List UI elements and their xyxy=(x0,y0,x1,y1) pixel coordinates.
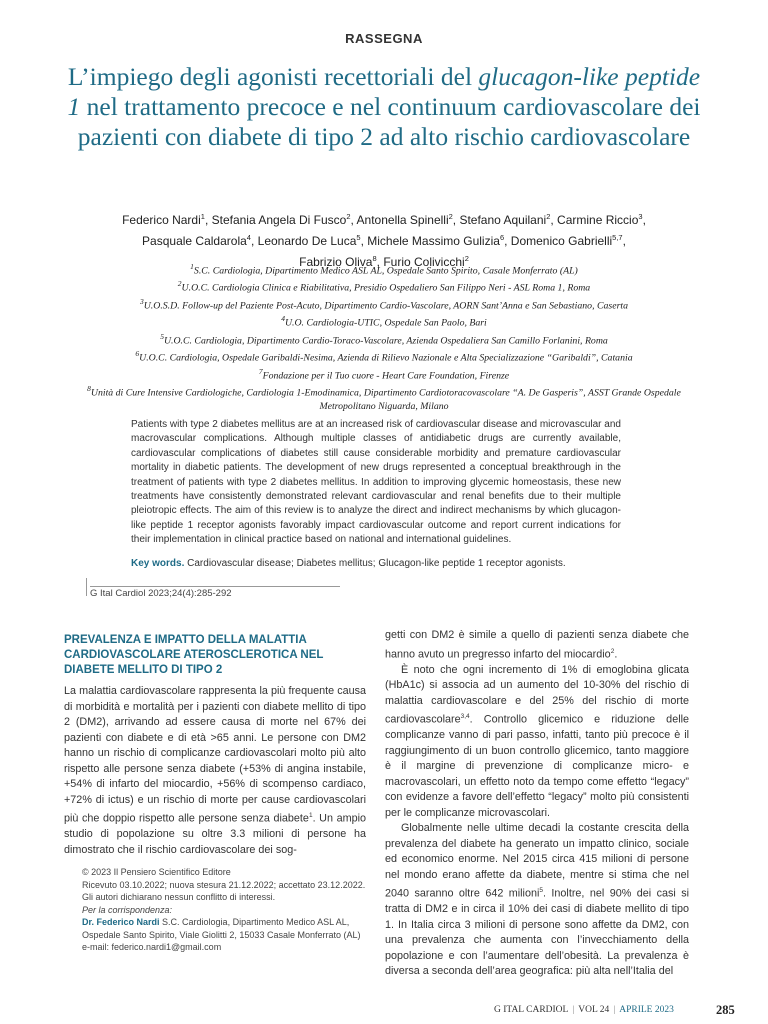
citation: G Ital Cardiol 2023;24(4):285-292 xyxy=(90,586,340,599)
citation-rule xyxy=(86,578,87,596)
copyright: © 2023 Il Pensiero Scientifico Editore xyxy=(82,867,231,877)
author: Furio Colivicchi$^2$ xyxy=(383,254,469,269)
correspondence-address: S.C. Cardiologia, Dipartimento Medico ASL AL, Ospedale Santo Spirito, Viale Giolitti 2, 15033 Casale Monferrato (AL) xyxy=(82,917,361,940)
footer-volume: VOL 24 xyxy=(578,1005,610,1015)
footer-date: APRILE 2023 xyxy=(619,1005,674,1015)
received-dates: Ricevuto 03.10.2022; nuova stesura 21.12.2022; accettato 23.12.2022. xyxy=(82,879,366,890)
footer-separator: | xyxy=(613,1005,616,1015)
affiliation: $^1$S.C. Cardiologia, Dipartimento Medico ASL AL, Ospedale Santo Spirito, Casale Monferrato (AL) xyxy=(190,262,578,277)
affiliation-list xyxy=(60,260,708,413)
title-italic: glucagon-like peptide 1 xyxy=(67,62,701,121)
affiliation: $^3$U.O.S.D. Follow-up del Paziente Post-Acuto, Dipartimento Cardio-Vascolare, AORN Sant’Anna e San Sebastiano, Caserta xyxy=(139,296,629,312)
affiliation: $^2$U.O.C. Cardiologia Clinica e Riabilitativa, Presidio Ospedaliero San Filippo Neri - ASL Roma 1, Roma xyxy=(177,279,591,294)
footer-separator: | xyxy=(572,1005,575,1015)
author: Leonardo De Luca$^5$, xyxy=(257,233,368,248)
page-number: 285 xyxy=(716,1003,735,1017)
body-paragraph: È noto che ogni incremento di 1% di emoglobina glicata (HbA1c) si associa ad un aumento del 10-30% del rischio di malattia cardiovascolare e del 25% del rischio di morte cardiovascolare$^{3,4}$. Controllo glicemico e riduzione delle complicanze vanno di pari passo, infatti, tanto più precoce è il raggiungimento di un buon controllo glicemico, tanto maggiore è il margine di prevenzione di complicanze micro- e macrovascolari, un effetto noto da tempo come effetto “legacy” con evidenze a favore dell’effetto “legacy” molto più consistenti per le complicanze microvascolari. xyxy=(385,663,689,819)
correspondence-name: Dr. Federico Nardi xyxy=(82,917,160,927)
author: Fabrizio Oliva$^8$, xyxy=(299,254,384,269)
author: Domenico Gabrielli$^{5,7}$, xyxy=(510,233,626,248)
keywords-label: Key words. xyxy=(131,558,185,569)
body-paragraph: Globalmente nelle ultime decadi la costante crescita della prevalenza del diabete ha generato un impatto clinico, sociale ed economico enorme. Nel 2015 circa 415 milioni di persone nel mondo erano affette da diabete, mentre si stima che nel 2040 saranno oltre 642 milioni$^5$. Inoltre, nel 90% dei casi si tratta di DM2 e in circa il 10% dei casi di diabete mellito di tipo 1. In Italia circa 3 milioni di persone sono affette da DM2, con una prevalenza che aumenta con l’invecchiamento della popolazione e con l’aumentare dell’obesità. La prevalenza è diversa a seconda dell’area geografica: più alta nell’Italia del xyxy=(385,822,689,978)
author: Federico Nardi$^1$, xyxy=(122,212,212,227)
page-footer xyxy=(494,1005,738,1015)
body-paragraph: getti con DM2 è simile a quello di pazienti senza diabete che hanno avuto un pregresso infarto del miocardio$^2$. xyxy=(385,629,689,661)
author: Stefania Angela Di Fusco$^2$, xyxy=(211,212,357,227)
title-part-1: L’impiego degli agonisti recettoriali del xyxy=(67,62,479,91)
section-label: RASSEGNA xyxy=(345,31,423,46)
keywords-text: Cardiovascular disease; Diabetes mellitus; Glucagon-like peptide 1 receptor agonists. xyxy=(187,558,566,569)
right-column xyxy=(385,628,689,980)
affiliation: $^5$U.O.C. Cardiologia, Dipartimento Cardio-Toraco-Vascolare, Azienda Ospedaliera San Camillo Forlanini, Roma xyxy=(160,331,608,347)
correspondence xyxy=(82,916,366,941)
author: Pasquale Caldarola$^4$, xyxy=(142,233,258,248)
article-footnote xyxy=(82,866,366,954)
title-part-2: nel trattamento precoce e nel continuum cardiovascolare dei pazienti con diabete di tipo 2 ad alto rischio cardiovascolare xyxy=(77,92,701,151)
body-paragraph: La malattia cardiovascolare rappresenta la più frequente causa di morbidità e mortalità per i pazienti con diabete mellito di tipo 2 (DM2), arrivando ad essere causa di morte nel 67% dei pazienti con diabete e di età >65 anni. Le persone con DM2 hanno un rischio di complicanze cardiovascolari molto più alto rispetto alle persone senza diabete (+53% di angina instabile, +54% di infarto del miocardio, +56% di scompenso cardiaco, +72% di ictus) e un rischio di morte per cause cardiovascolari più che doppio rispetto alle persone senza diabete$^1$. Un ampio studio di popolazione su oltre 3.3 milioni di persone ha dimostrato che il rischio cardiovascolare dei sog- xyxy=(64,685,366,856)
author: Michele Massimo Gulizia$^6$, xyxy=(367,233,511,248)
correspondence-email[interactable]: e-mail: federico.nardi1@gmail.com xyxy=(82,942,222,952)
article-title xyxy=(60,62,708,152)
abstract: Patients with type 2 diabetes mellitus are at an increased risk of cardiovascular disease and microvascular and macrovascular complications. Although multiple classes of antidiabetic drugs are currently available, cardiovascular complications of diabetes still cause considerable morbidity and premature cardiovascular mortality in diabetic patients. The development of new drugs represented a conceptual breakthrough in the treatment of patients with type 2 diabetes mellitus. In addition to improving glycemic homeostasis, these new treatments have consistently demonstrated relevant cardiovascular and renal benefits due to their multiple pleiotropic effects. The aim of this review is to analyze the direct and indirect mechanisms by which glucagon-like peptide 1 receptor agonists favorably impact cardiovascular outcome and report current indications for their implementation in clinical practice based on national and international guidelines. xyxy=(131,419,621,546)
conflict-statement: Gli autori dichiarano nessun conflitto di interessi. xyxy=(82,892,276,902)
correspondence-label: Per la corrispondenza: xyxy=(82,904,173,915)
affiliation: $^4$U.O. Cardiologia-UTIC, Ospedale San Paolo, Bari xyxy=(281,314,487,329)
author: Stefano Aquilani$^2$, xyxy=(459,212,558,227)
author: Antonella Spinelli$^2$, xyxy=(356,212,460,227)
affiliation: $^7$Fondazione per il Tuo cuore - Heart Care Foundation, Firenze xyxy=(258,366,510,382)
affiliation: $^6$U.O.C. Cardiologia, Ospedale Garibaldi-Nesima, Azienda di Rilievo Nazionale e Alta Specializzazione “Garibaldi”, Catania xyxy=(135,349,633,364)
keywords xyxy=(131,557,641,571)
affiliation: $^8$Unità di Cure Intensive Cardiologiche, Cardiologia 1-Emodinamica, Dipartimento Cardiotoracovascolare “A. De Gasperis”, ASST Grande Ospedale Metropolitano Niguarda, Milano xyxy=(87,384,681,412)
footer-journal: G ITAL CARDIOL xyxy=(494,1005,569,1015)
section-heading: PREVALENZA E IMPATTO DELLA MALATTIA CARDIOVASCOLARE ATEROSCLEROTICA NEL DIABETE MELLITO DI TIPO 2 xyxy=(64,634,324,676)
left-column xyxy=(64,633,366,858)
author: Carmine Riccio$^3$, xyxy=(557,212,646,227)
